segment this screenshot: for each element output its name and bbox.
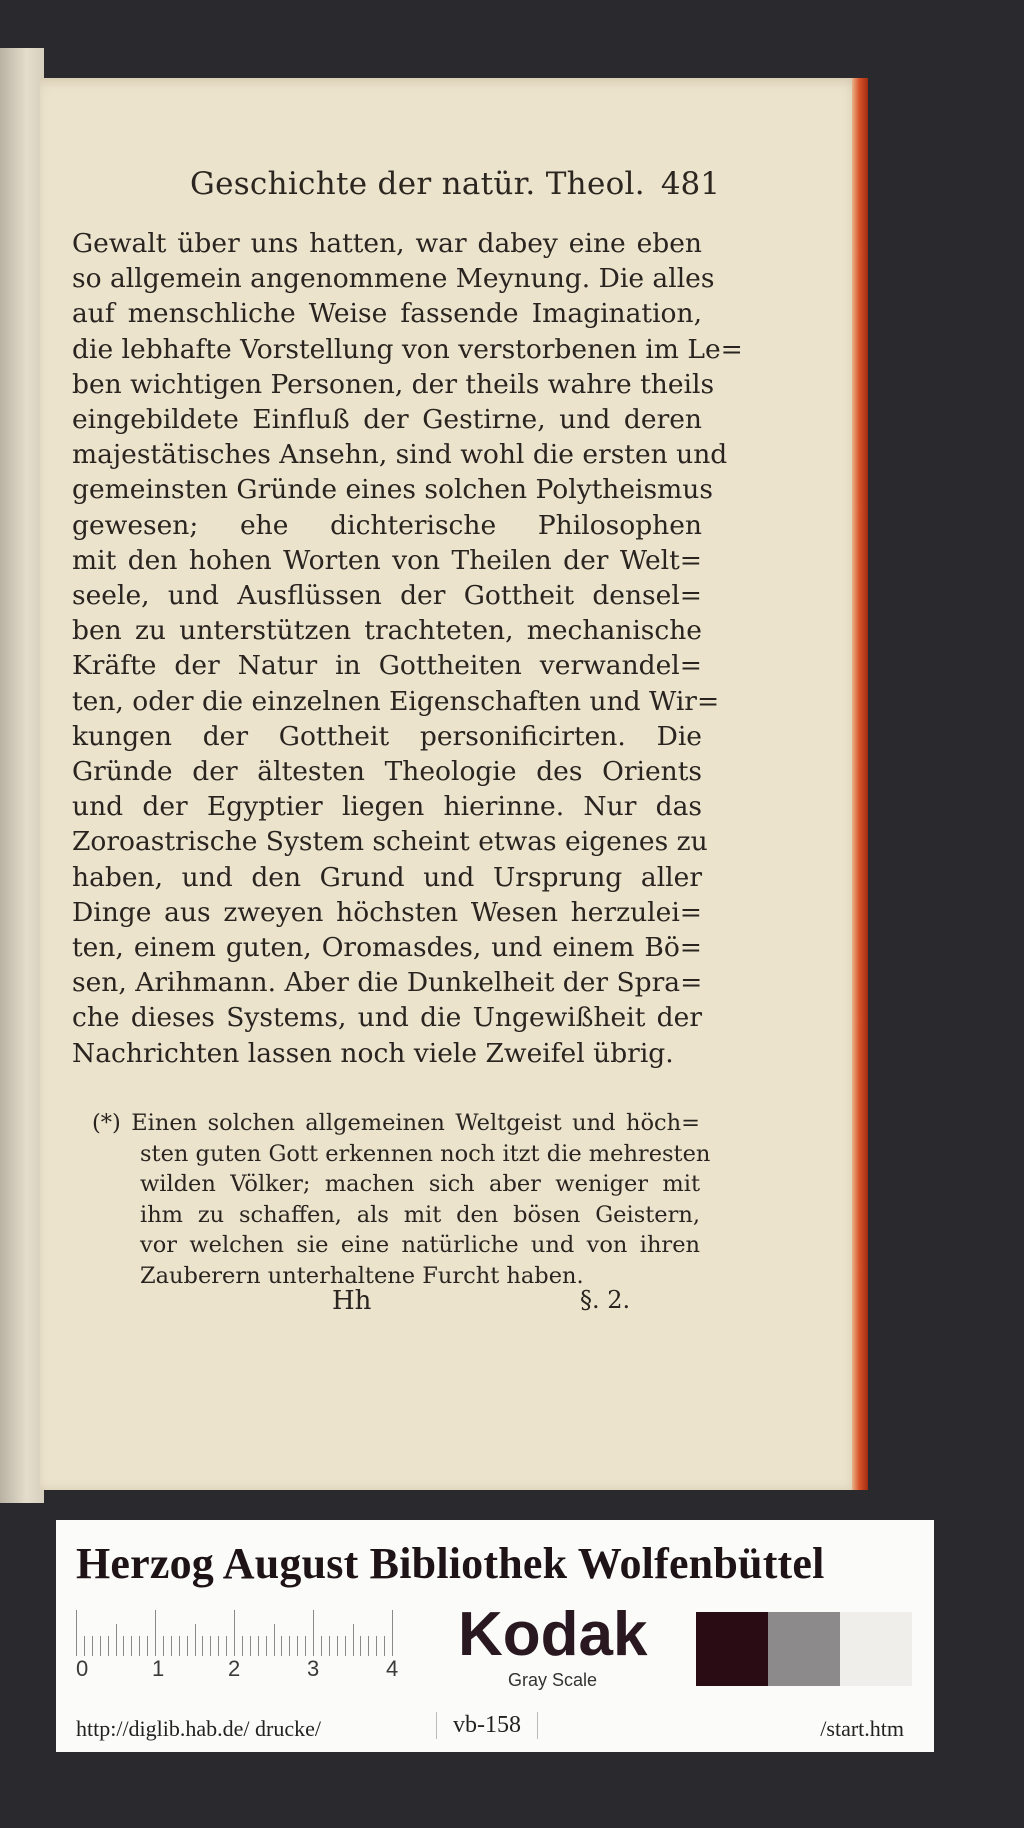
ruler-tick [100,1636,101,1656]
ruler-label: 3 [307,1656,320,1681]
ruler-tick [123,1636,124,1656]
source-url: http://diglib.hab.de/ drucke/ [76,1716,322,1741]
text-line: kungen der Gottheit personificirten. Die [72,720,702,752]
ruler-tick [329,1636,330,1656]
ruler-tick [84,1636,85,1656]
text-line: mit den hohen Worten von Theilen der Welt= [72,544,702,576]
signature-mark: Hh [332,1286,372,1316]
swatch-light [840,1612,912,1686]
ruler-tick [384,1636,385,1656]
ruler-tick [242,1636,243,1656]
text-line: auf menschliche Weise fassende Imagination, [72,298,702,330]
ruler-tick [321,1636,322,1656]
text-line: ben wichtigen Personen, der theils wahre theils [72,368,715,400]
catchword: §. 2. [580,1286,631,1314]
ruler-tick [187,1636,188,1656]
ruler-tick [179,1636,180,1656]
ruler-tick [289,1636,290,1656]
text-line: ten, einem guten, Oromasdes, und einem Bö= [72,932,702,964]
ruler-tick [345,1636,346,1656]
gray-swatches [696,1612,912,1686]
ruler-tick [305,1636,306,1656]
ruler-tick [116,1624,117,1656]
page-header [190,166,720,202]
ruler-label: 0 [76,1656,89,1681]
footnote-line: sten guten Gott erkennen noch itzt die mehresten [140,1140,711,1167]
ruler-tick [195,1624,196,1656]
footnote-line: ihm zu schaffen, als mit den bösen Geistern, [140,1201,700,1228]
ruler-tick [202,1636,203,1656]
ruler-tick [353,1624,354,1656]
ruler-tick [392,1610,393,1656]
ruler-tick [281,1636,282,1656]
text-line: Gewalt über uns hatten, war dabey eine eben [72,228,702,259]
page-number: 481 [660,166,720,202]
ruler-tick [218,1636,219,1656]
facing-page-edge [0,48,44,1503]
ruler-tick [108,1636,109,1656]
facing-page-show-through [2,128,26,1128]
text-line: majestätisches Ansehn, sind wohl die ersten und [72,439,728,471]
footnote-line: Zauberern unterhaltene Furcht haben. [140,1262,584,1289]
text-line: so allgemein angenommene Meynung. Die alles [72,263,715,295]
ruler-tick [92,1636,93,1656]
text-line: gemeinsten Gründe eines solchen Polytheismus [72,474,713,506]
swatch-mid [768,1612,840,1686]
swatch-dark [696,1612,768,1686]
shelfmark: vb-158 [436,1712,538,1739]
text-line: Dinge aus zweyen höchsten Wesen herzulei= [72,896,702,928]
ruler-tick [274,1624,275,1656]
ruler-tick [313,1610,314,1656]
ruler-tick [266,1636,267,1656]
text-line: ten, oder die einzelnen Eigenschaften und Wir= [72,685,720,717]
ruler-tick [76,1610,77,1656]
ruler-tick [155,1610,156,1656]
ruler-tick [297,1636,298,1656]
footnote-line: wilden Völker; machen sich aber weniger mit [140,1171,700,1197]
footnote-line: (*) Einen solchen allgemeinen Weltgeist und höch= [92,1110,700,1136]
text-line: sen, Arihmann. Aber die Dunkelheit der Spra= [72,967,703,999]
running-head: Geschichte der natür. Theol. [190,166,645,202]
color-calibration-target [56,1520,934,1752]
text-line: Gründe der ältesten Theologie des Orients [72,756,702,788]
text-line: Kräfte der Natur in Gottheiten verwandel= [72,650,702,682]
url-suffix: /start.htm [820,1716,904,1741]
text-line: seele, und Ausflüssen der Gottheit densel= [72,580,702,612]
ruler-tick [163,1636,164,1656]
ruler-label: 2 [228,1656,241,1681]
ruler-tick [147,1636,148,1656]
red-page-edge [852,78,868,1490]
text-line: haben, und den Grund und Ursprung aller [72,861,702,893]
kodak-logo: Kodak [458,1600,648,1669]
book-page [40,78,858,1490]
ruler-tick [376,1636,377,1656]
main-text [72,226,743,1071]
ruler-tick [210,1636,211,1656]
ruler-tick [360,1636,361,1656]
text-line: Zoroastrische System scheint etwas eigenes zu [72,826,708,858]
ruler-tick [368,1636,369,1656]
ruler-label: 1 [152,1656,165,1681]
footnote-line: vor welchen sie eine natürliche und von ihren [140,1232,700,1258]
ruler-tick [131,1636,132,1656]
ruler-label: 4 [386,1656,399,1681]
ruler-tick [258,1636,259,1656]
ruler-tick [337,1636,338,1656]
ruler-tick [139,1636,140,1656]
text-line: eingebildete Einfluß der Gestirne, und deren [72,404,702,436]
text-line: und der Egyptier liegen hierinne. Nur das [72,791,702,823]
ruler-tick [250,1636,251,1656]
text-line: ben zu unterstützen trachteten, mechanische [72,615,702,647]
institution-name: Herzog August Bibliothek Wolfenbüttel [76,1539,825,1588]
ruler-tick [234,1610,235,1656]
text-line: die lebhafte Vorstellung von verstorbenen im Le= [72,333,743,365]
ruler-tick [171,1636,172,1656]
gray-scale-label: Gray Scale [508,1670,598,1690]
text-line: che dieses Systems, und die Ungewißheit der [72,1002,702,1034]
ruler-tick [226,1636,227,1656]
text-line: gewesen; ehe dichterische Philosophen [72,509,702,541]
text-line: Nachrichten lassen noch viele Zweifel übrig. [72,1037,674,1069]
ruler-labels [76,1656,416,1682]
scale-ruler [76,1604,402,1656]
footnote [92,1108,711,1291]
